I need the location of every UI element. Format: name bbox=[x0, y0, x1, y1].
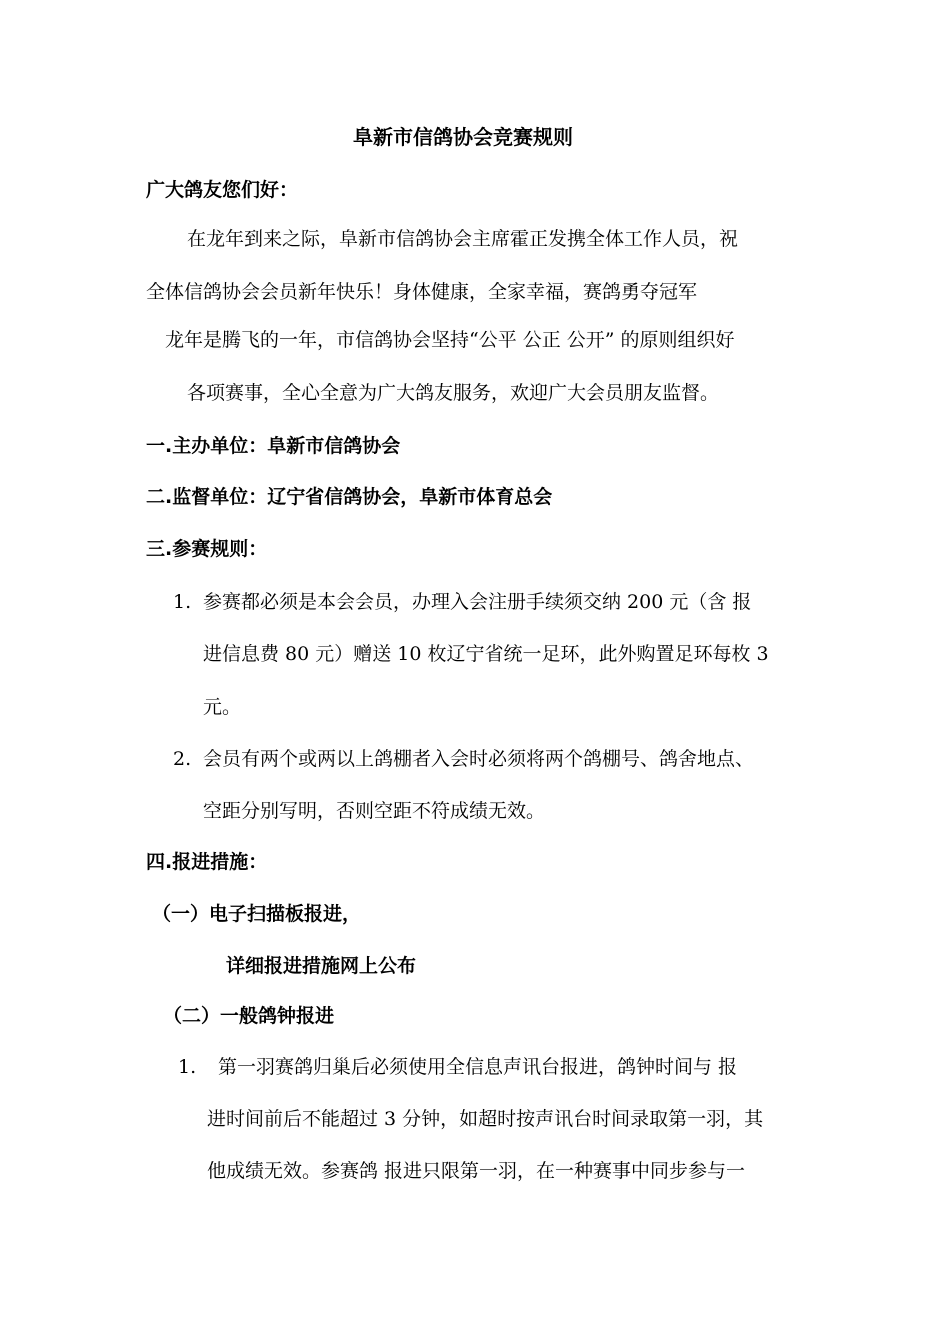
subsection-electronic-detail: 详细报进措施网上公布 bbox=[226, 955, 417, 977]
intro-line-2: 全体信鸽协会会员新年快乐！身体健康，全家幸福，赛鸽勇夺冠军 bbox=[146, 281, 698, 303]
clock-rule-1-line-1: 第一羽赛鸽归巢后必须使用全信息声讯台报进，鸽钟时间与 报 bbox=[218, 1056, 738, 1078]
clock-rule-1-number: 1. bbox=[178, 1056, 197, 1078]
rule-1-number: 1. bbox=[173, 591, 192, 613]
document-title: 阜新市信鸽协会竞赛规则 bbox=[353, 125, 573, 149]
rule-1-line-3: 元。 bbox=[203, 696, 242, 718]
intro-line-3: 龙年是腾飞的一年，市信鸽协会坚持“公平 公正 公开” 的原则组织好 bbox=[165, 329, 735, 351]
intro-line-4: 各项赛事，全心全意为广大鸽友服务，欢迎广大会员朋友监督。 bbox=[187, 382, 720, 404]
greeting: 广大鸽友您们好： bbox=[146, 179, 299, 201]
rule-1-line-2: 进信息费 80 元）赠送 10 枚辽宁省统一足环，此外购置足环每枚 3 bbox=[203, 643, 769, 665]
section-supervisor: 二.监督单位：辽宁省信鸽协会，阜新市体育总会 bbox=[146, 486, 553, 508]
section-report-heading: 四.报进措施： bbox=[146, 851, 268, 873]
section-rules-heading: 三.参赛规则： bbox=[146, 538, 268, 560]
subsection-clock: （二）一般鸽钟报进 bbox=[163, 1005, 335, 1027]
subsection-electronic: （一）电子扫描板报进， bbox=[152, 903, 362, 925]
rule-1-line-1: 参赛都必须是本会会员，办理入会注册手续须交纳 200 元（含 报 bbox=[203, 591, 752, 613]
intro-line-1: 在龙年到来之际，阜新市信鸽协会主席霍正发携全体工作人员，祝 bbox=[187, 228, 739, 250]
rule-2-line-1: 会员有两个或两以上鸽棚者入会时必须将两个鸽棚号、鸽舍地点、 bbox=[203, 748, 755, 770]
clock-rule-1-line-2: 进时间前后不能超过 3 分钟，如超时按声讯台时间录取第一羽，其 bbox=[207, 1108, 764, 1130]
section-organizer: 一.主办单位：阜新市信鸽协会 bbox=[146, 435, 401, 457]
clock-rule-1-line-3: 他成绩无效。参赛鸽 报进只限第一羽，在一种赛事中同步参与一 bbox=[207, 1160, 746, 1182]
rule-2-line-2: 空距分别写明，否则空距不符成绩无效。 bbox=[203, 800, 546, 822]
rule-2-number: 2. bbox=[173, 748, 192, 770]
